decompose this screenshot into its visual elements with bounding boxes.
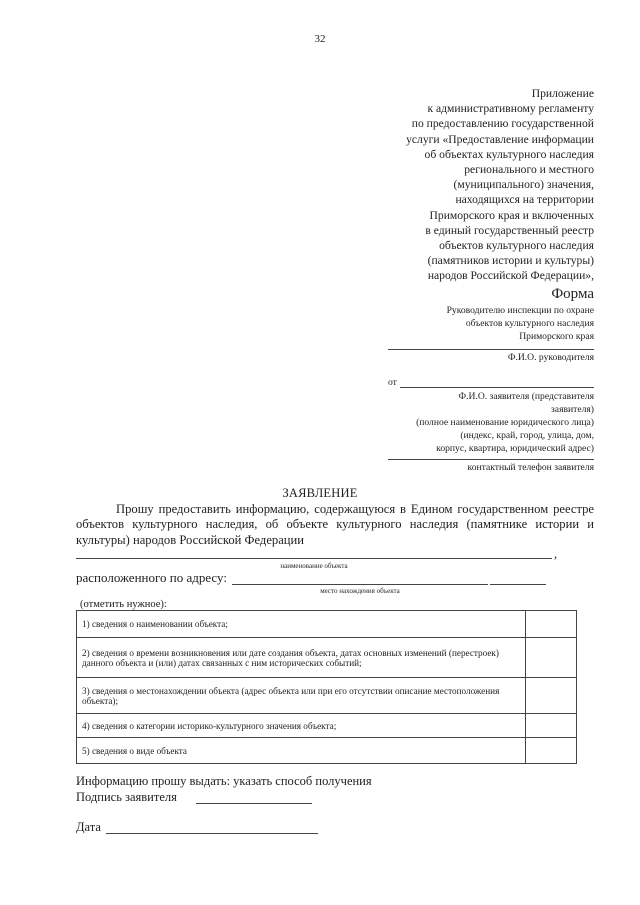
table-row [77,678,577,714]
head-fio-field[interactable] [388,349,594,350]
statement-text: Прошу предоставить информацию, содержащуюся в Едином государственном реестре объектов культурного наследия, об объекте культурного наследия (памятнике истории и культуры) народов Российской Федерации [76,502,594,547]
statement-body [76,502,594,548]
option-text: 4) сведения о категории историко-культурного значения объекта; [77,714,526,738]
appendix-line: по предоставлению государственной [411,117,594,131]
appendix-header [314,86,594,284]
appendix-line: Приложение [531,87,594,100]
appendix-line: услуги «Предоставление информации [406,132,594,146]
from-prefix: от [388,377,397,388]
address-prefix: расположенного по адресу: [76,570,227,585]
applicant-line: (полное наименование юридического лица) [416,417,594,428]
delivery-text: Информацию прошу выдать: указать способ получения [76,774,372,788]
object-name-caption: наименование объекта [280,562,348,570]
appendix-line: Приморского края и включенных [429,208,594,222]
head-fio-caption: Ф.И.О. руководителя [507,352,594,363]
page-number: 32 [314,33,326,45]
date-label: Дата [76,820,101,834]
option-checkbox[interactable] [526,738,577,764]
recipient-line: объектов культурного наследия [465,318,594,329]
appendix-line: объектов культурного наследия [439,239,594,253]
appendix-line: об объектах культурного наследия [424,147,594,161]
option-text: 2) сведения о времени возникновения или дате создания объекта, датах основных изменений (перестроек) данного объекта и (или) датах связанных с ним исторических событий; [77,638,526,678]
option-text: 5) сведения о виде объекта [77,738,526,764]
recipient-line: Приморского края [519,331,594,342]
table-row [77,738,577,764]
options-table [76,610,577,764]
option-checkbox[interactable] [526,714,577,738]
recipient-block [354,304,594,343]
location-field[interactable] [232,584,488,585]
phone-caption: контактный телефон заявителя [467,462,594,473]
table-row [77,714,577,738]
appendix-line: находящихся на территории [455,193,594,207]
option-checkbox[interactable] [526,678,577,714]
option-text: 3) сведения о местонахождении объекта (адрес объекта или при его отсутствии описание местоположения объекта); [77,678,526,714]
option-text: 1) сведения о наименовании объекта; [77,611,526,638]
signature-field[interactable] [196,803,312,804]
comma: , [554,547,558,561]
select-note: (отметить нужное): [80,599,167,610]
object-name-field[interactable] [76,558,552,559]
appendix-line: к административному регламенту [427,102,594,116]
signature-label: Подпись заявителя [76,790,177,804]
applicant-line: (индекс, край, город, улица, дом, [460,430,594,441]
applicant-line: корпус, квартира, юридический адрес) [436,443,594,454]
applicant-line: Ф.И.О. заявителя (представителя [458,391,594,402]
table-row [77,611,577,638]
appendix-line: (памятников истории и культуры) [427,254,594,268]
applicant-line: заявителя) [551,404,594,415]
statement-title: ЗАЯВЛЕНИЕ [282,486,358,500]
table-row [77,638,577,678]
date-field[interactable] [106,833,318,834]
appendix-line: (муниципального) значения, [453,178,594,192]
appendix-line: народов Российской Федерации», [427,269,594,283]
option-checkbox[interactable] [526,611,577,638]
option-checkbox[interactable] [526,638,577,678]
recipient-line: Руководителю инспекции по охране [446,305,594,316]
appendix-line: регионального и местного [464,163,594,177]
applicant-block [354,390,594,455]
applicant-field[interactable] [400,387,594,388]
appendix-line: в единый государственный реестр [425,223,594,237]
form-label: Форма [551,286,594,302]
location-field-extra[interactable] [490,584,546,585]
phone-field[interactable] [388,459,594,460]
location-caption: место нахождения объекта [320,587,400,595]
